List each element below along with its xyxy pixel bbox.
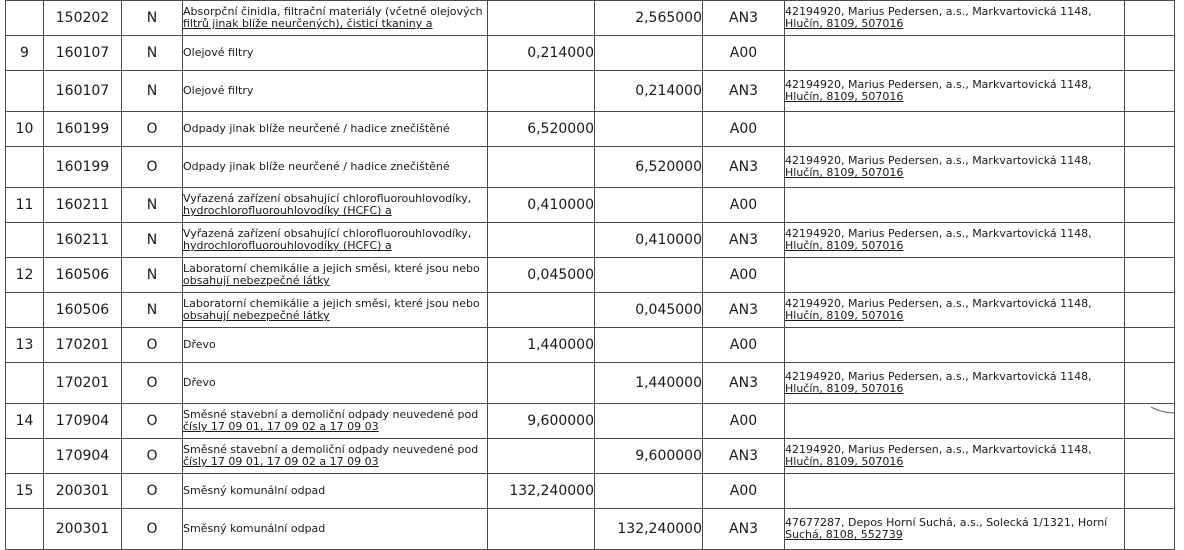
empty-cell xyxy=(1125,1,1175,36)
quantity-produced xyxy=(488,223,595,258)
waste-code: 170904 xyxy=(44,439,122,474)
partner-info xyxy=(785,147,1125,188)
partner-line: Hlučín, 8109, 507016 xyxy=(785,90,904,103)
partner-info xyxy=(785,223,1125,258)
row-number: 14 xyxy=(6,404,44,439)
quantity-handed-over xyxy=(595,404,703,439)
description-line: Olejové filtry xyxy=(183,84,254,97)
waste-description xyxy=(183,293,488,328)
waste-code: 160506 xyxy=(44,258,122,293)
waste-category: O xyxy=(122,328,183,363)
table-row xyxy=(6,147,1175,188)
partner-info xyxy=(785,188,1125,223)
description-line: filtrů jinak blíže neurčených), čisticí tkaniny a xyxy=(183,17,433,30)
waste-category: O xyxy=(122,147,183,188)
description-line: Vyřazená zařízení obsahující chlorofluorouhlovodíky, xyxy=(183,227,472,240)
description-line: Vyřazená zařízení obsahující chlorofluorouhlovodíky, xyxy=(183,192,472,205)
row-number: 12 xyxy=(6,258,44,293)
empty-cell xyxy=(1125,71,1175,112)
operation-code: A00 xyxy=(703,328,785,363)
description-line: obsahují nebezpečné látky xyxy=(183,274,330,287)
table-row xyxy=(6,363,1175,404)
table-row xyxy=(6,112,1175,147)
waste-category: N xyxy=(122,223,183,258)
operation-code: AN3 xyxy=(703,223,785,258)
quantity-produced: 0,410000 xyxy=(488,188,595,223)
operation-code: A00 xyxy=(703,188,785,223)
operation-code: AN3 xyxy=(703,147,785,188)
quantity-produced xyxy=(488,509,595,550)
waste-category: N xyxy=(122,188,183,223)
description-line: Odpady jinak blíže neurčené / hadice znečištěné xyxy=(183,122,450,135)
waste-code: 160506 xyxy=(44,293,122,328)
partner-line: Suchá, 8108, 552739 xyxy=(785,528,903,541)
partner-info xyxy=(785,258,1125,293)
waste-code: 160211 xyxy=(44,188,122,223)
table-row xyxy=(6,293,1175,328)
operation-code: AN3 xyxy=(703,509,785,550)
operation-code: AN3 xyxy=(703,71,785,112)
partner-line: Hlučín, 8109, 507016 xyxy=(785,382,904,395)
waste-records-table xyxy=(5,0,1175,550)
partner-line: Hlučín, 8109, 507016 xyxy=(785,455,904,468)
waste-code: 160107 xyxy=(44,36,122,71)
row-number xyxy=(6,1,44,36)
table-row xyxy=(6,71,1175,112)
description-line: Dřevo xyxy=(183,376,216,389)
waste-code: 160211 xyxy=(44,223,122,258)
empty-cell xyxy=(1125,474,1175,509)
waste-code: 150202 xyxy=(44,1,122,36)
empty-cell xyxy=(1125,439,1175,474)
waste-code: 170904 xyxy=(44,404,122,439)
operation-code: AN3 xyxy=(703,439,785,474)
waste-category: N xyxy=(122,293,183,328)
table-row xyxy=(6,328,1175,363)
operation-code: A00 xyxy=(703,112,785,147)
quantity-handed-over xyxy=(595,112,703,147)
waste-code: 160107 xyxy=(44,71,122,112)
waste-description xyxy=(183,147,488,188)
quantity-produced xyxy=(488,293,595,328)
description-line: obsahují nebezpečné látky xyxy=(183,309,330,322)
waste-category: O xyxy=(122,363,183,404)
quantity-produced: 1,440000 xyxy=(488,328,595,363)
partner-line: 42194920, Marius Pedersen, a.s., Markvartovická 1148, xyxy=(785,297,1092,310)
partner-line: Hlučín, 8109, 507016 xyxy=(785,17,904,30)
waste-category: N xyxy=(122,1,183,36)
row-number xyxy=(6,71,44,112)
quantity-handed-over: 0,214000 xyxy=(595,71,703,112)
waste-code: 200301 xyxy=(44,474,122,509)
partner-line: 42194920, Marius Pedersen, a.s., Markvartovická 1148, xyxy=(785,443,1092,456)
quantity-handed-over: 1,440000 xyxy=(595,363,703,404)
waste-description xyxy=(183,188,488,223)
waste-description xyxy=(183,404,488,439)
description-line: Směsný komunální odpad xyxy=(183,522,326,535)
waste-description xyxy=(183,223,488,258)
quantity-produced: 6,520000 xyxy=(488,112,595,147)
row-number xyxy=(6,439,44,474)
quantity-handed-over: 2,565000 xyxy=(595,1,703,36)
empty-cell xyxy=(1125,363,1175,404)
waste-code: 200301 xyxy=(44,509,122,550)
table-row xyxy=(6,188,1175,223)
partner-info xyxy=(785,363,1125,404)
waste-code: 170201 xyxy=(44,363,122,404)
description-line: hydrochlorofluorouhlovodíky (HCFC) a xyxy=(183,239,392,252)
waste-description xyxy=(183,36,488,71)
description-line: Olejové filtry xyxy=(183,46,254,59)
partner-info xyxy=(785,71,1125,112)
quantity-produced: 0,214000 xyxy=(488,36,595,71)
quantity-handed-over: 0,410000 xyxy=(595,223,703,258)
quantity-handed-over xyxy=(595,328,703,363)
quantity-handed-over xyxy=(595,474,703,509)
quantity-handed-over: 9,600000 xyxy=(595,439,703,474)
quantity-produced: 9,600000 xyxy=(488,404,595,439)
table-row xyxy=(6,36,1175,71)
waste-code: 170201 xyxy=(44,328,122,363)
description-line: Směsné stavební a demoliční odpady neuvedené pod xyxy=(183,443,479,456)
partner-line: 42194920, Marius Pedersen, a.s., Markvartovická 1148, xyxy=(785,5,1092,18)
description-line: Absorpční činidla, filtrační materiály (včetně olejových xyxy=(183,5,483,18)
row-number xyxy=(6,509,44,550)
partner-line: Hlučín, 8109, 507016 xyxy=(785,166,904,179)
row-number xyxy=(6,363,44,404)
table-row xyxy=(6,474,1175,509)
waste-description xyxy=(183,258,488,293)
description-line: čísly 17 09 01, 17 09 02 a 17 09 03 xyxy=(183,420,379,433)
row-number xyxy=(6,293,44,328)
row-number: 13 xyxy=(6,328,44,363)
partner-info xyxy=(785,474,1125,509)
empty-cell xyxy=(1125,258,1175,293)
row-number xyxy=(6,147,44,188)
description-line: Směsný komunální odpad xyxy=(183,484,326,497)
waste-category: O xyxy=(122,439,183,474)
waste-category: O xyxy=(122,404,183,439)
table-row xyxy=(6,509,1175,550)
waste-description xyxy=(183,328,488,363)
partner-line: 42194920, Marius Pedersen, a.s., Markvartovická 1148, xyxy=(785,78,1092,91)
quantity-handed-over xyxy=(595,36,703,71)
table-row xyxy=(6,258,1175,293)
quantity-produced: 0,045000 xyxy=(488,258,595,293)
partner-line: 42194920, Marius Pedersen, a.s., Markvartovická 1148, xyxy=(785,227,1092,240)
description-line: Laboratorní chemikálie a jejich směsi, které jsou nebo xyxy=(183,297,480,310)
pen-stroke-mark xyxy=(1150,404,1176,416)
operation-code: AN3 xyxy=(703,293,785,328)
table-row xyxy=(6,1,1175,36)
description-line: Laboratorní chemikálie a jejich směsi, které jsou nebo xyxy=(183,262,480,275)
partner-line: 42194920, Marius Pedersen, a.s., Markvartovická 1148, xyxy=(785,370,1092,383)
waste-description xyxy=(183,71,488,112)
row-number: 15 xyxy=(6,474,44,509)
waste-category: O xyxy=(122,112,183,147)
empty-cell xyxy=(1125,223,1175,258)
partner-line: 47677287, Depos Horní Suchá, a.s., Solecká 1/1321, Horní xyxy=(785,516,1108,529)
quantity-produced xyxy=(488,1,595,36)
row-number xyxy=(6,223,44,258)
row-number: 9 xyxy=(6,36,44,71)
quantity-handed-over: 132,240000 xyxy=(595,509,703,550)
row-number: 11 xyxy=(6,188,44,223)
waste-category: N xyxy=(122,36,183,71)
operation-code: A00 xyxy=(703,474,785,509)
partner-info xyxy=(785,1,1125,36)
waste-category: N xyxy=(122,258,183,293)
empty-cell xyxy=(1125,112,1175,147)
waste-code: 160199 xyxy=(44,147,122,188)
waste-description xyxy=(183,363,488,404)
quantity-handed-over: 0,045000 xyxy=(595,293,703,328)
row-number: 10 xyxy=(6,112,44,147)
waste-description xyxy=(183,509,488,550)
table-row xyxy=(6,404,1175,439)
operation-code: A00 xyxy=(703,258,785,293)
partner-line: Hlučín, 8109, 507016 xyxy=(785,309,904,322)
waste-description xyxy=(183,474,488,509)
partner-info xyxy=(785,293,1125,328)
quantity-produced xyxy=(488,147,595,188)
empty-cell xyxy=(1125,509,1175,550)
empty-cell xyxy=(1125,293,1175,328)
operation-code: A00 xyxy=(703,36,785,71)
partner-info xyxy=(785,328,1125,363)
waste-code: 160199 xyxy=(44,112,122,147)
quantity-produced xyxy=(488,363,595,404)
waste-description xyxy=(183,1,488,36)
partner-info xyxy=(785,404,1125,439)
operation-code: AN3 xyxy=(703,363,785,404)
partner-info xyxy=(785,439,1125,474)
description-line: Odpady jinak blíže neurčené / hadice znečištěné xyxy=(183,160,450,173)
quantity-produced xyxy=(488,439,595,474)
waste-category: O xyxy=(122,474,183,509)
quantity-handed-over xyxy=(595,258,703,293)
waste-category: N xyxy=(122,71,183,112)
empty-cell xyxy=(1125,36,1175,71)
quantity-produced: 132,240000 xyxy=(488,474,595,509)
partner-info xyxy=(785,36,1125,71)
description-line: hydrochlorofluorouhlovodíky (HCFC) a xyxy=(183,204,392,217)
empty-cell xyxy=(1125,328,1175,363)
table-row xyxy=(6,223,1175,258)
operation-code: AN3 xyxy=(703,1,785,36)
partner-info xyxy=(785,112,1125,147)
empty-cell xyxy=(1125,147,1175,188)
waste-description xyxy=(183,112,488,147)
quantity-handed-over xyxy=(595,188,703,223)
operation-code: A00 xyxy=(703,404,785,439)
empty-cell xyxy=(1125,188,1175,223)
waste-description xyxy=(183,439,488,474)
quantity-produced xyxy=(488,71,595,112)
partner-line: Hlučín, 8109, 507016 xyxy=(785,239,904,252)
quantity-handed-over: 6,520000 xyxy=(595,147,703,188)
description-line: Směsné stavební a demoliční odpady neuvedené pod xyxy=(183,408,479,421)
waste-category: O xyxy=(122,509,183,550)
description-line: Dřevo xyxy=(183,338,216,351)
table-row xyxy=(6,439,1175,474)
partner-line: 42194920, Marius Pedersen, a.s., Markvartovická 1148, xyxy=(785,154,1092,167)
description-line: čísly 17 09 01, 17 09 02 a 17 09 03 xyxy=(183,455,379,468)
partner-info xyxy=(785,509,1125,550)
